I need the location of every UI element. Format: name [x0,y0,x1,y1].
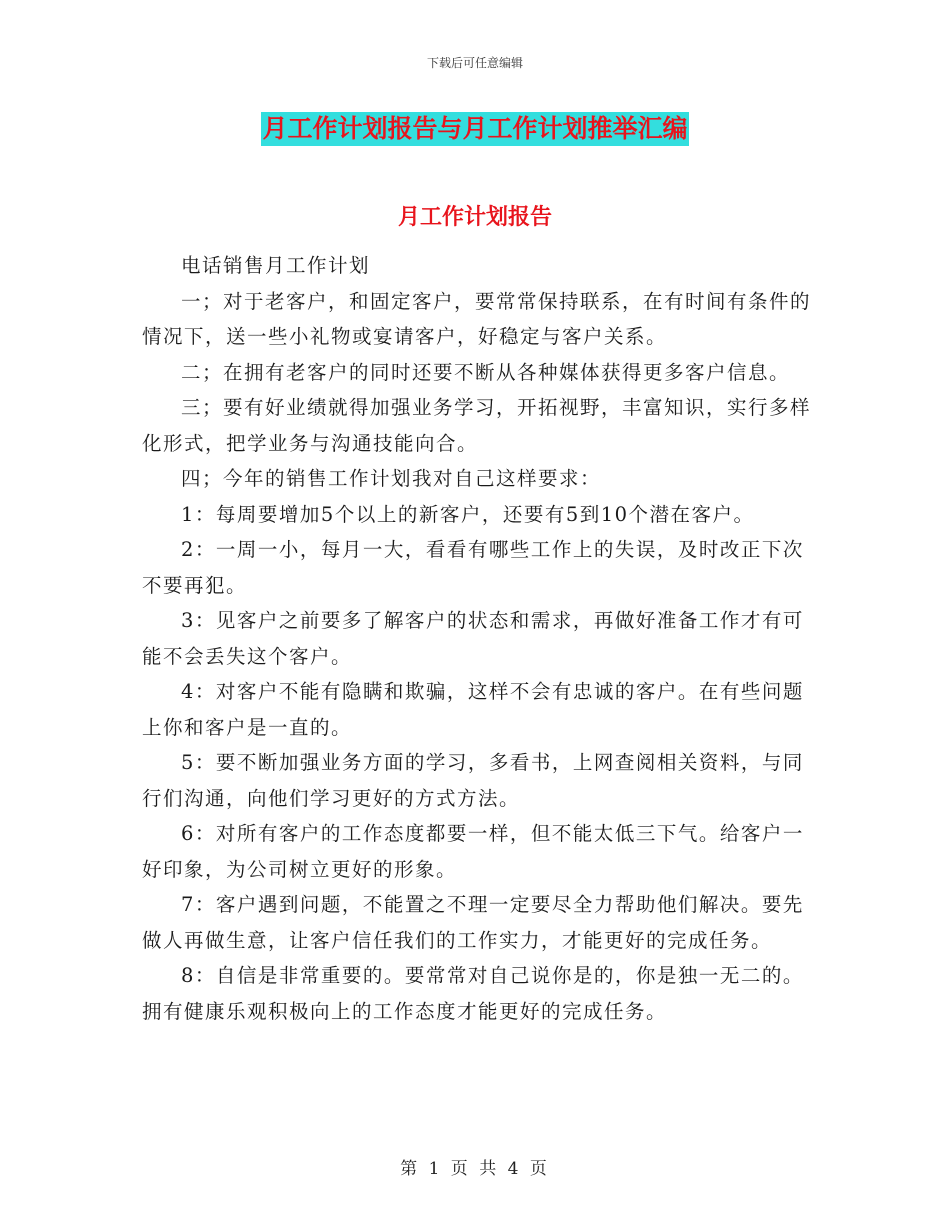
paragraph: 三；要有好业绩就得加强业务学习，开拓视野，丰富知识，实行多样化形式，把学业务与沟通技能向合。 [142,396,812,455]
paragraph: 2：一周一小，每月一大，看看有哪些工作上的失误，及时改正下次不要再犯。 [142,538,804,597]
paragraph-heading: 电话销售月工作计划 [181,254,371,277]
paragraph: 1：每周要增加5个以上的新客户，还要有5到10个潜在客户。 [181,502,755,526]
paragraph: 3：见客户之前要多了解客户的状态和需求，再做好准备工作才有可能不会丢失这个客户。 [142,609,804,668]
paragraph: 6：对所有客户的工作态度都要一样，但不能太低三下气。给客户一好印象，为公司树立更好的形象。 [142,822,804,881]
paragraph: 7：客户遇到问题，不能置之不理一定要尽全力帮助他们解决。要先做人再做生意，让客户信任我们的工作实力，才能更好的完成任务。 [142,893,804,952]
paragraph: 4：对客户不能有隐瞒和欺骗，这样不会有忠诚的客户。在有些问题上你和客户是一直的。 [142,680,804,739]
page-footer: 第 1 页 共 4 页 [400,1159,550,1179]
paragraph: 一；对于老客户，和固定客户，要常常保持联系，在有时间有条件的情况下，送一些小礼物或宴请客户，好稳定与客户关系。 [142,289,812,348]
header-note: 下载后可任意编辑 [426,56,523,70]
paragraph: 8：自信是非常重要的。要常常对自己说你是的，你是独一无二的。拥有健康乐观积极向上的工作态度才能更好的完成任务。 [142,964,804,1023]
paragraph: 5：要不断加强业务方面的学习，多看书，上网查阅相关资料，与同行们沟通，向他们学习更好的方式方法。 [142,751,804,810]
document-title: 月工作计划报告与月工作计划推举汇编 [261,112,688,146]
doc-title-wrap [0,112,950,146]
paragraph: 二；在拥有老客户的同时还要不断从各种媒体获得更多客户信息。 [181,360,791,384]
section-title: 月工作计划报告 [397,205,552,230]
paragraph: 四；今年的销售工作计划我对自己这样要求： [181,467,602,490]
document-body [142,248,824,1029]
